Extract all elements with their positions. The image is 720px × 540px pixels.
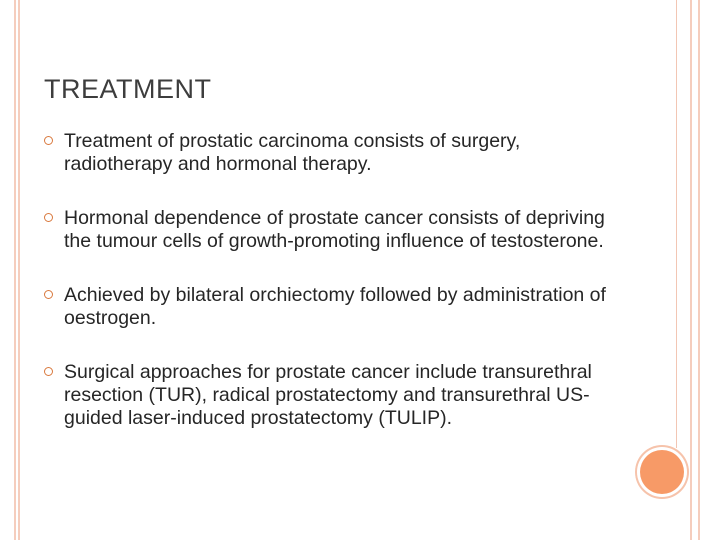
left-border-decoration [14,0,20,540]
bullet-item [44,361,624,430]
bullet-text: Hormonal dependence of prostate cancer consists of depriving the tumour cells of growth-promoting influence of testosterone. [64,207,605,252]
bullet-text: Achieved by bilateral orchiectomy followed by administration of oestrogen. [64,284,606,329]
bullet-text: Surgical approaches for prostate cancer include transurethral resection (TUR), radical prostatectomy and transurethral US-guided laser-induced prostatectomy (TULIP). [64,361,592,429]
slide-title: TREATMENT [44,74,212,104]
circle-bullet-icon [44,136,53,145]
bullet-item [44,130,624,176]
right-border-decoration [690,0,700,540]
bullet-list [44,130,624,461]
circle-bullet-icon [44,213,53,222]
bullet-text: Treatment of prostatic carcinoma consists of surgery, radiotherapy and hormonal therapy. [64,130,521,175]
right-divider-line [676,0,677,448]
bullet-item [44,284,624,330]
circle-bullet-icon [44,367,53,376]
orange-circle-decoration [640,450,684,494]
circle-bullet-icon [44,290,53,299]
bullet-item [44,207,624,253]
